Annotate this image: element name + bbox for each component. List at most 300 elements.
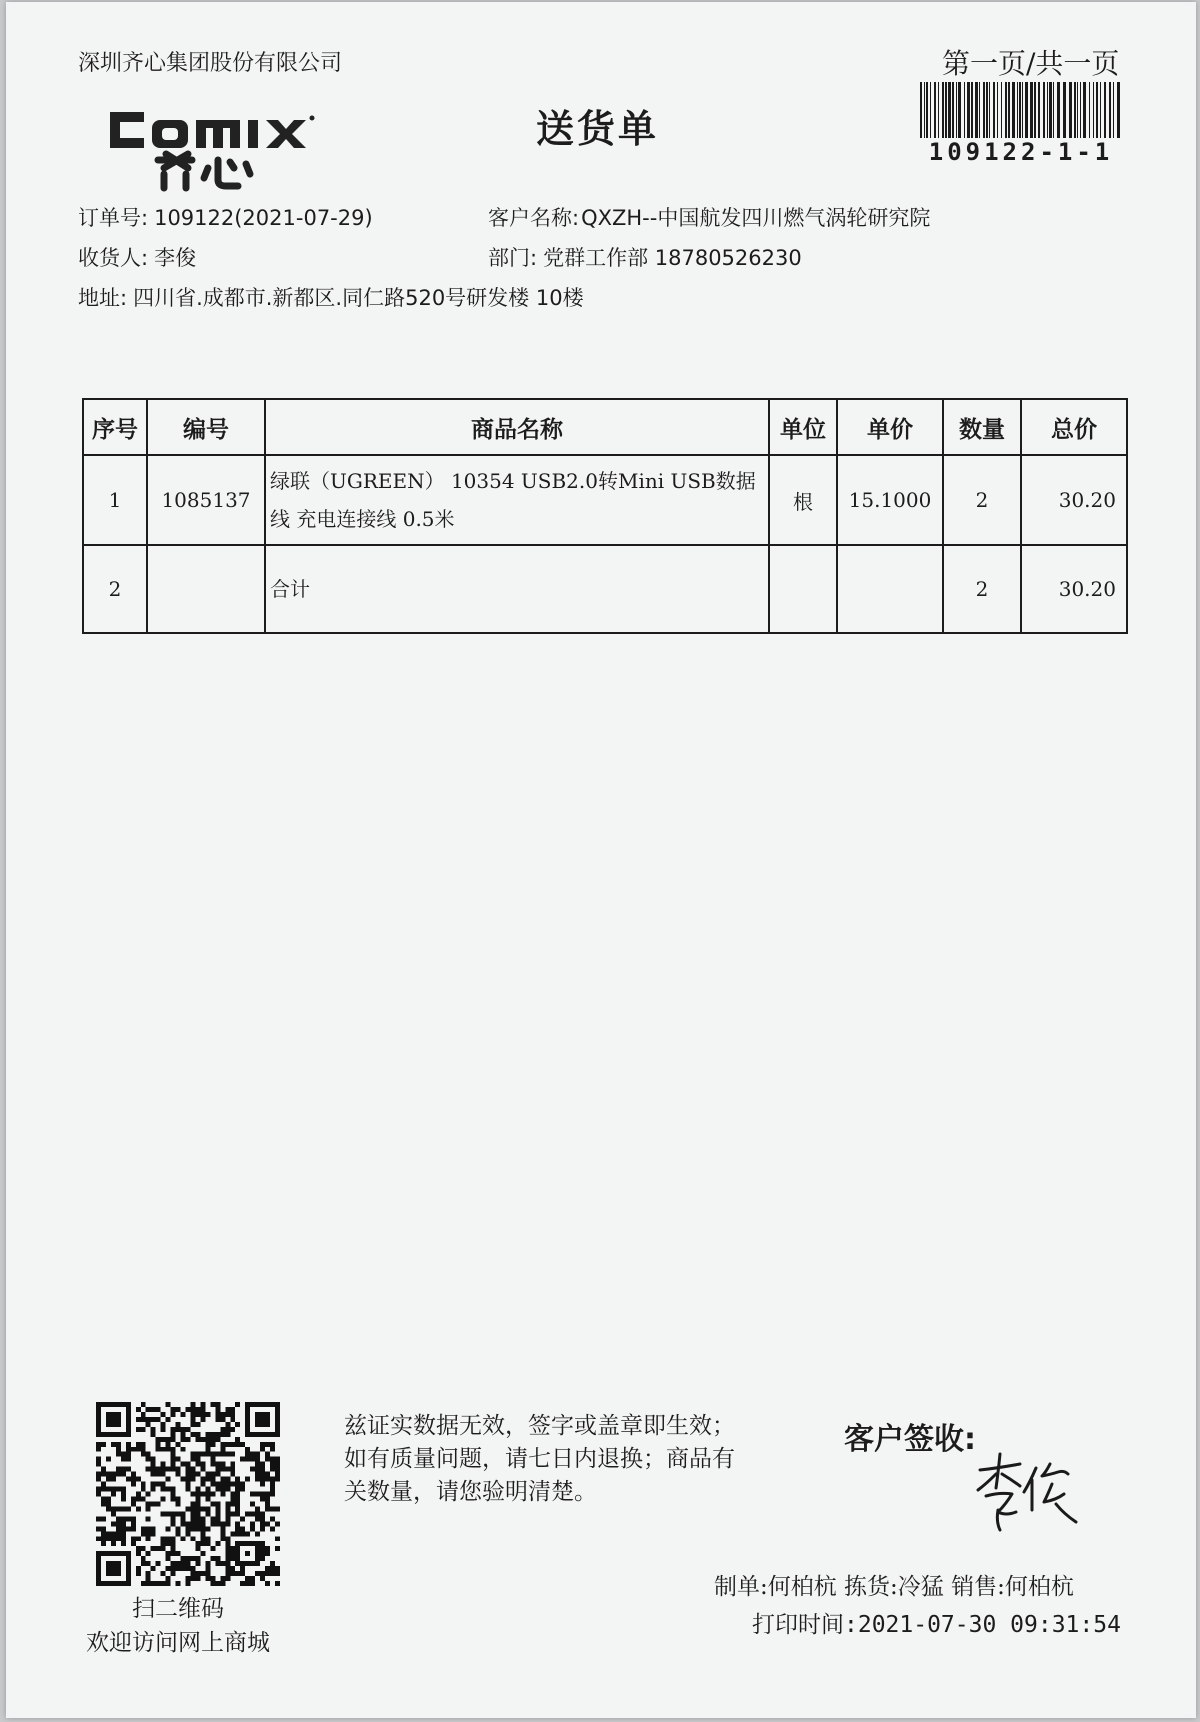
- qr-module: [126, 1467, 131, 1472]
- qr-module: [200, 1526, 205, 1531]
- qr-module: [111, 1511, 116, 1516]
- qr-module: [220, 1482, 225, 1487]
- barcode-bar: [993, 82, 995, 138]
- qr-module: [210, 1521, 215, 1526]
- qr-module: [230, 1492, 235, 1497]
- qr-module: [136, 1496, 141, 1501]
- qr-module: [151, 1566, 156, 1571]
- qr-module: [245, 1457, 250, 1462]
- qr-module: [176, 1442, 181, 1447]
- qr-module: [146, 1417, 151, 1422]
- qr-module: [131, 1526, 136, 1531]
- cell-code: [147, 545, 265, 633]
- qr-module: [275, 1506, 280, 1511]
- qr-module: [215, 1402, 220, 1407]
- qr-module: [190, 1501, 195, 1506]
- barcode-bar: [926, 82, 928, 138]
- qr-module: [146, 1531, 151, 1536]
- qr-module: [235, 1531, 240, 1536]
- qr-module: [240, 1581, 245, 1586]
- qr-module: [171, 1492, 176, 1497]
- qr-module: [186, 1506, 191, 1511]
- qr-module: [255, 1492, 260, 1497]
- qr-module: [265, 1551, 270, 1556]
- department-row: [488, 242, 802, 272]
- qr-module: [161, 1472, 166, 1477]
- staff-line: 制单:何柏杭 拣货:冷猛 销售:何柏杭: [714, 1574, 1074, 1600]
- barcode-bar: [1012, 82, 1015, 138]
- barcode-bar: [1083, 82, 1086, 138]
- qr-module: [131, 1536, 136, 1541]
- qr-module: [235, 1437, 240, 1442]
- qr-module: [116, 1442, 121, 1447]
- qr-module: [126, 1447, 131, 1452]
- qr-module: [240, 1442, 245, 1447]
- cell-seq: 1: [83, 455, 147, 545]
- qr-module: [195, 1457, 200, 1462]
- qr-module: [220, 1427, 225, 1432]
- qr-module: [195, 1521, 200, 1526]
- header-unit-price: 单价: [837, 399, 943, 455]
- qr-module: [161, 1541, 166, 1546]
- qr-module: [260, 1462, 265, 1467]
- qr-module: [220, 1576, 225, 1581]
- qr-module: [260, 1576, 265, 1581]
- qr-module: [195, 1452, 200, 1457]
- qr-module: [230, 1427, 235, 1432]
- qr-module: [195, 1462, 200, 1467]
- qr-module: [275, 1571, 280, 1576]
- qr-module: [141, 1496, 146, 1501]
- qr-module: [205, 1506, 210, 1511]
- barcode-bar: [956, 82, 957, 138]
- qr-module: [146, 1506, 151, 1511]
- qr-module: [121, 1452, 126, 1457]
- qr-module: [200, 1551, 205, 1556]
- qr-module: [200, 1467, 205, 1472]
- qr-module: [225, 1501, 230, 1506]
- qr-module: [230, 1407, 235, 1412]
- qr-module: [215, 1437, 220, 1442]
- qr-module: [161, 1467, 166, 1472]
- barcode-bar: [1019, 82, 1021, 138]
- product-name-line: 合计: [270, 577, 310, 601]
- cell-unit-price: 15.1000: [837, 455, 943, 545]
- qr-module: [235, 1422, 240, 1427]
- barcode-bar: [930, 82, 931, 138]
- qr-module: [215, 1407, 220, 1412]
- qr-module: [136, 1442, 141, 1447]
- barcode-bar: [920, 82, 922, 138]
- qr-module: [210, 1402, 215, 1407]
- qr-module: [121, 1516, 126, 1521]
- qr-module: [141, 1531, 146, 1536]
- qr-module: [205, 1526, 210, 1531]
- qr-module: [161, 1536, 166, 1541]
- qr-module: [190, 1477, 195, 1482]
- qr-module: [96, 1442, 101, 1447]
- barcode-bar: [948, 82, 951, 138]
- qr-module: [121, 1467, 126, 1472]
- qr-module: [156, 1417, 161, 1422]
- barcode-bar: [975, 82, 978, 138]
- qr-module: [131, 1477, 136, 1482]
- qr-module: [200, 1437, 205, 1442]
- qr-module: [255, 1571, 260, 1576]
- qr-module: [235, 1477, 240, 1482]
- qr-module: [225, 1412, 230, 1417]
- qr-module: [220, 1561, 225, 1566]
- receiver-label: 收货人:: [78, 246, 149, 270]
- qr-module: [121, 1541, 126, 1546]
- qr-module: [260, 1551, 265, 1556]
- qr-module: [195, 1571, 200, 1576]
- barcode-bar: [1069, 82, 1072, 138]
- qr-module: [116, 1531, 121, 1536]
- qr-module: [181, 1462, 186, 1467]
- qr-module: [146, 1501, 151, 1506]
- qr-module: [200, 1536, 205, 1541]
- qr-module: [96, 1492, 101, 1497]
- qr-module: [225, 1576, 230, 1581]
- qr-module: [275, 1457, 280, 1462]
- qr-module: [260, 1482, 265, 1487]
- qr-module: [146, 1492, 151, 1497]
- qr-module: [200, 1531, 205, 1536]
- qr-module: [195, 1516, 200, 1521]
- qr-module: [101, 1496, 106, 1501]
- barcode-bar: [1049, 82, 1052, 138]
- qr-module: [270, 1487, 275, 1492]
- qr-module: [171, 1571, 176, 1576]
- qr-module: [161, 1422, 166, 1427]
- cell-total: 30.20: [1021, 545, 1127, 633]
- qr-module: [205, 1477, 210, 1482]
- qr-module: [116, 1487, 121, 1492]
- qr-module: [106, 1501, 111, 1506]
- qr-module: [250, 1492, 255, 1497]
- qr-module: [186, 1561, 191, 1566]
- qr-module: [126, 1457, 131, 1462]
- qr-module: [141, 1581, 146, 1586]
- qr-module: [181, 1556, 186, 1561]
- qr-module: [255, 1457, 260, 1462]
- barcode-graphic: [918, 82, 1124, 138]
- qr-module: [210, 1477, 215, 1482]
- header-quantity: 数量: [943, 399, 1021, 455]
- qr-module: [131, 1501, 136, 1506]
- barcode-bar: [945, 82, 947, 138]
- qr-module: [141, 1427, 146, 1432]
- qr-module: [136, 1546, 141, 1551]
- barcode-bar: [1093, 82, 1094, 138]
- qr-module: [200, 1482, 205, 1487]
- qr-module: [181, 1511, 186, 1516]
- qr-module: [126, 1516, 131, 1521]
- qr-module: [166, 1566, 171, 1571]
- qr-module: [255, 1452, 260, 1457]
- qr-module: [136, 1536, 141, 1541]
- qr-module: [136, 1506, 141, 1511]
- qr-module: [200, 1402, 205, 1407]
- qr-module: [161, 1462, 166, 1467]
- qr-module: [171, 1412, 176, 1417]
- qr-module: [190, 1556, 195, 1561]
- qr-module: [275, 1581, 280, 1586]
- qr-module: [230, 1571, 235, 1576]
- qr-module: [205, 1492, 210, 1497]
- qr-module: [265, 1501, 270, 1506]
- qr-module: [260, 1516, 265, 1521]
- qr-module: [250, 1467, 255, 1472]
- table-row-total: [83, 545, 1127, 633]
- qr-module: [225, 1452, 230, 1457]
- qr-module: [200, 1417, 205, 1422]
- qr-module: [121, 1506, 126, 1511]
- qr-module: [260, 1472, 265, 1477]
- qr-module: [121, 1526, 126, 1531]
- qr-module: [215, 1521, 220, 1526]
- barcode-bar: [1025, 82, 1028, 138]
- cell-unit: [769, 545, 837, 633]
- qr-module: [151, 1472, 156, 1477]
- qr-module: [195, 1472, 200, 1477]
- qr-module: [195, 1437, 200, 1442]
- qr-module: [240, 1457, 245, 1462]
- qr-module: [186, 1472, 191, 1477]
- qr-module: [171, 1516, 176, 1521]
- items-table: [82, 398, 1128, 634]
- qr-module: [106, 1477, 111, 1482]
- qr-module: [131, 1472, 136, 1477]
- qr-module: [111, 1536, 116, 1541]
- qr-module: [151, 1581, 156, 1586]
- qr-module: [151, 1462, 156, 1467]
- qr-module: [171, 1496, 176, 1501]
- qr-module: [166, 1437, 171, 1442]
- qr-module: [166, 1487, 171, 1492]
- order-number-label: 订单号:: [78, 206, 149, 230]
- qr-module: [121, 1531, 126, 1536]
- qr-module: [106, 1487, 111, 1492]
- qr-module: [225, 1482, 230, 1487]
- cell-unit-price: [837, 545, 943, 633]
- qr-module: [141, 1402, 146, 1407]
- qr-module: [106, 1531, 111, 1536]
- qr-module: [141, 1452, 146, 1457]
- qr-module: [205, 1412, 210, 1417]
- qr-module: [260, 1447, 265, 1452]
- qr-module: [195, 1511, 200, 1516]
- qr-module: [255, 1467, 260, 1472]
- qr-module: [215, 1581, 220, 1586]
- qr-module: [161, 1487, 166, 1492]
- qr-module: [225, 1566, 230, 1571]
- qr-module: [260, 1521, 265, 1526]
- qr-module: [151, 1457, 156, 1462]
- qr-module: [176, 1561, 181, 1566]
- page-indicator: 第一页/共一页: [942, 47, 1120, 80]
- qr-module: [190, 1526, 195, 1531]
- barcode-bar: [958, 82, 961, 138]
- qr-module: [166, 1551, 171, 1556]
- qr-module: [195, 1526, 200, 1531]
- qr-module: [200, 1541, 205, 1546]
- qr-module: [136, 1492, 141, 1497]
- qr-module: [225, 1432, 230, 1437]
- qr-module: [260, 1477, 265, 1482]
- qr-module: [255, 1506, 260, 1511]
- qr-module: [215, 1487, 220, 1492]
- qr-module: [176, 1467, 181, 1472]
- qr-module: [215, 1417, 220, 1422]
- qr-module: [240, 1571, 245, 1576]
- qr-module: [121, 1457, 126, 1462]
- qr-module: [220, 1536, 225, 1541]
- qr-module: [166, 1442, 171, 1447]
- qr-module: [151, 1487, 156, 1492]
- qr-module: [136, 1477, 141, 1482]
- barcode-bar: [986, 82, 988, 138]
- receiver-row: [78, 242, 196, 272]
- qr-module: [131, 1482, 136, 1487]
- qr-caption-scan: 扫二维码: [132, 1596, 224, 1622]
- qr-module: [136, 1571, 141, 1576]
- qr-module: [146, 1581, 151, 1586]
- qr-module: [240, 1531, 245, 1536]
- qr-module: [190, 1432, 195, 1437]
- qr-module: [200, 1571, 205, 1576]
- qr-module: [195, 1422, 200, 1427]
- qr-module: [210, 1581, 215, 1586]
- qr-module: [161, 1447, 166, 1452]
- qr-module: [260, 1496, 265, 1501]
- qr-module: [270, 1482, 275, 1487]
- cell-total: 30.20: [1021, 455, 1127, 545]
- qr-module: [131, 1541, 136, 1546]
- qr-module: [210, 1556, 215, 1561]
- order-number-value: 109122(2021-07-29): [154, 206, 373, 230]
- qr-module: [275, 1467, 280, 1472]
- qr-module: [106, 1412, 121, 1427]
- qr-module: [96, 1447, 101, 1452]
- department-value: 党群工作部 18780526230: [543, 246, 802, 270]
- qr-module: [200, 1462, 205, 1467]
- qr-module: [230, 1472, 235, 1477]
- qr-module: [186, 1526, 191, 1531]
- qr-module: [96, 1516, 101, 1521]
- barcode-bar: [1057, 82, 1060, 138]
- qr-module: [116, 1472, 121, 1477]
- qr-module: [275, 1472, 280, 1477]
- qr-module: [186, 1566, 191, 1571]
- qr-module: [225, 1551, 230, 1556]
- document-title: 送货单: [536, 107, 660, 151]
- qr-module: [225, 1442, 230, 1447]
- qr-module: [171, 1467, 176, 1472]
- qr-module: [156, 1546, 161, 1551]
- qr-module: [265, 1457, 270, 1462]
- qr-module: [176, 1531, 181, 1536]
- qr-module: [111, 1442, 116, 1447]
- qr-module: [210, 1492, 215, 1497]
- qr-module: [106, 1536, 111, 1541]
- qr-module: [176, 1427, 181, 1432]
- qr-module: [245, 1447, 250, 1452]
- qr-module: [121, 1472, 126, 1477]
- qr-module: [151, 1526, 156, 1531]
- qr-module: [255, 1472, 260, 1477]
- qr-module: [260, 1526, 265, 1531]
- qr-module: [136, 1417, 141, 1422]
- qr-module: [200, 1506, 205, 1511]
- qr-module: [156, 1482, 161, 1487]
- qr-module: [136, 1566, 141, 1571]
- qr-module: [106, 1472, 111, 1477]
- qr-module: [270, 1571, 275, 1576]
- qr-module: [141, 1447, 146, 1452]
- qr-module: [200, 1521, 205, 1526]
- qr-module: [250, 1501, 255, 1506]
- qr-module: [106, 1457, 111, 1462]
- barcode-bar: [964, 82, 965, 138]
- qr-module: [230, 1511, 235, 1516]
- qr-module: [156, 1442, 161, 1447]
- qr-module: [225, 1541, 230, 1546]
- qr-module: [151, 1531, 156, 1536]
- qr-module: [265, 1566, 270, 1571]
- qr-module: [161, 1427, 166, 1432]
- qr-module: [200, 1452, 205, 1457]
- company-name: 深圳齐心集团股份有限公司: [78, 51, 343, 76]
- qr-module: [220, 1581, 225, 1586]
- qr-module: [131, 1521, 136, 1526]
- qr-module: [186, 1437, 191, 1442]
- qr-module: [186, 1462, 191, 1467]
- qr-module: [111, 1541, 116, 1546]
- qr-module: [220, 1467, 225, 1472]
- qr-module: [275, 1521, 280, 1526]
- qr-module: [96, 1536, 101, 1541]
- qr-module: [126, 1477, 131, 1482]
- qr-module: [166, 1581, 171, 1586]
- qr-module: [215, 1412, 220, 1417]
- qr-module: [235, 1496, 240, 1501]
- qr-module: [186, 1581, 191, 1586]
- qr-module: [166, 1477, 171, 1482]
- barcode-bar: [924, 82, 925, 138]
- barcode-bar: [1034, 82, 1036, 138]
- qr-module: [240, 1526, 245, 1531]
- qr-module: [166, 1536, 171, 1541]
- qr-module: [235, 1571, 240, 1576]
- qr-module: [270, 1516, 275, 1521]
- qr-module: [171, 1427, 176, 1432]
- qr-module: [270, 1462, 275, 1467]
- qr-module: [116, 1526, 121, 1531]
- qr-module: [121, 1521, 126, 1526]
- qr-module: [205, 1442, 210, 1447]
- qr-module: [181, 1516, 186, 1521]
- qr-module: [220, 1526, 225, 1531]
- qr-module: [146, 1526, 151, 1531]
- qr-module: [111, 1531, 116, 1536]
- qr-module: [116, 1452, 121, 1457]
- customer-sign-label: 客户签收:: [844, 1422, 976, 1457]
- qr-module: [156, 1407, 161, 1412]
- qr-module: [186, 1521, 191, 1526]
- qr-module: [200, 1477, 205, 1482]
